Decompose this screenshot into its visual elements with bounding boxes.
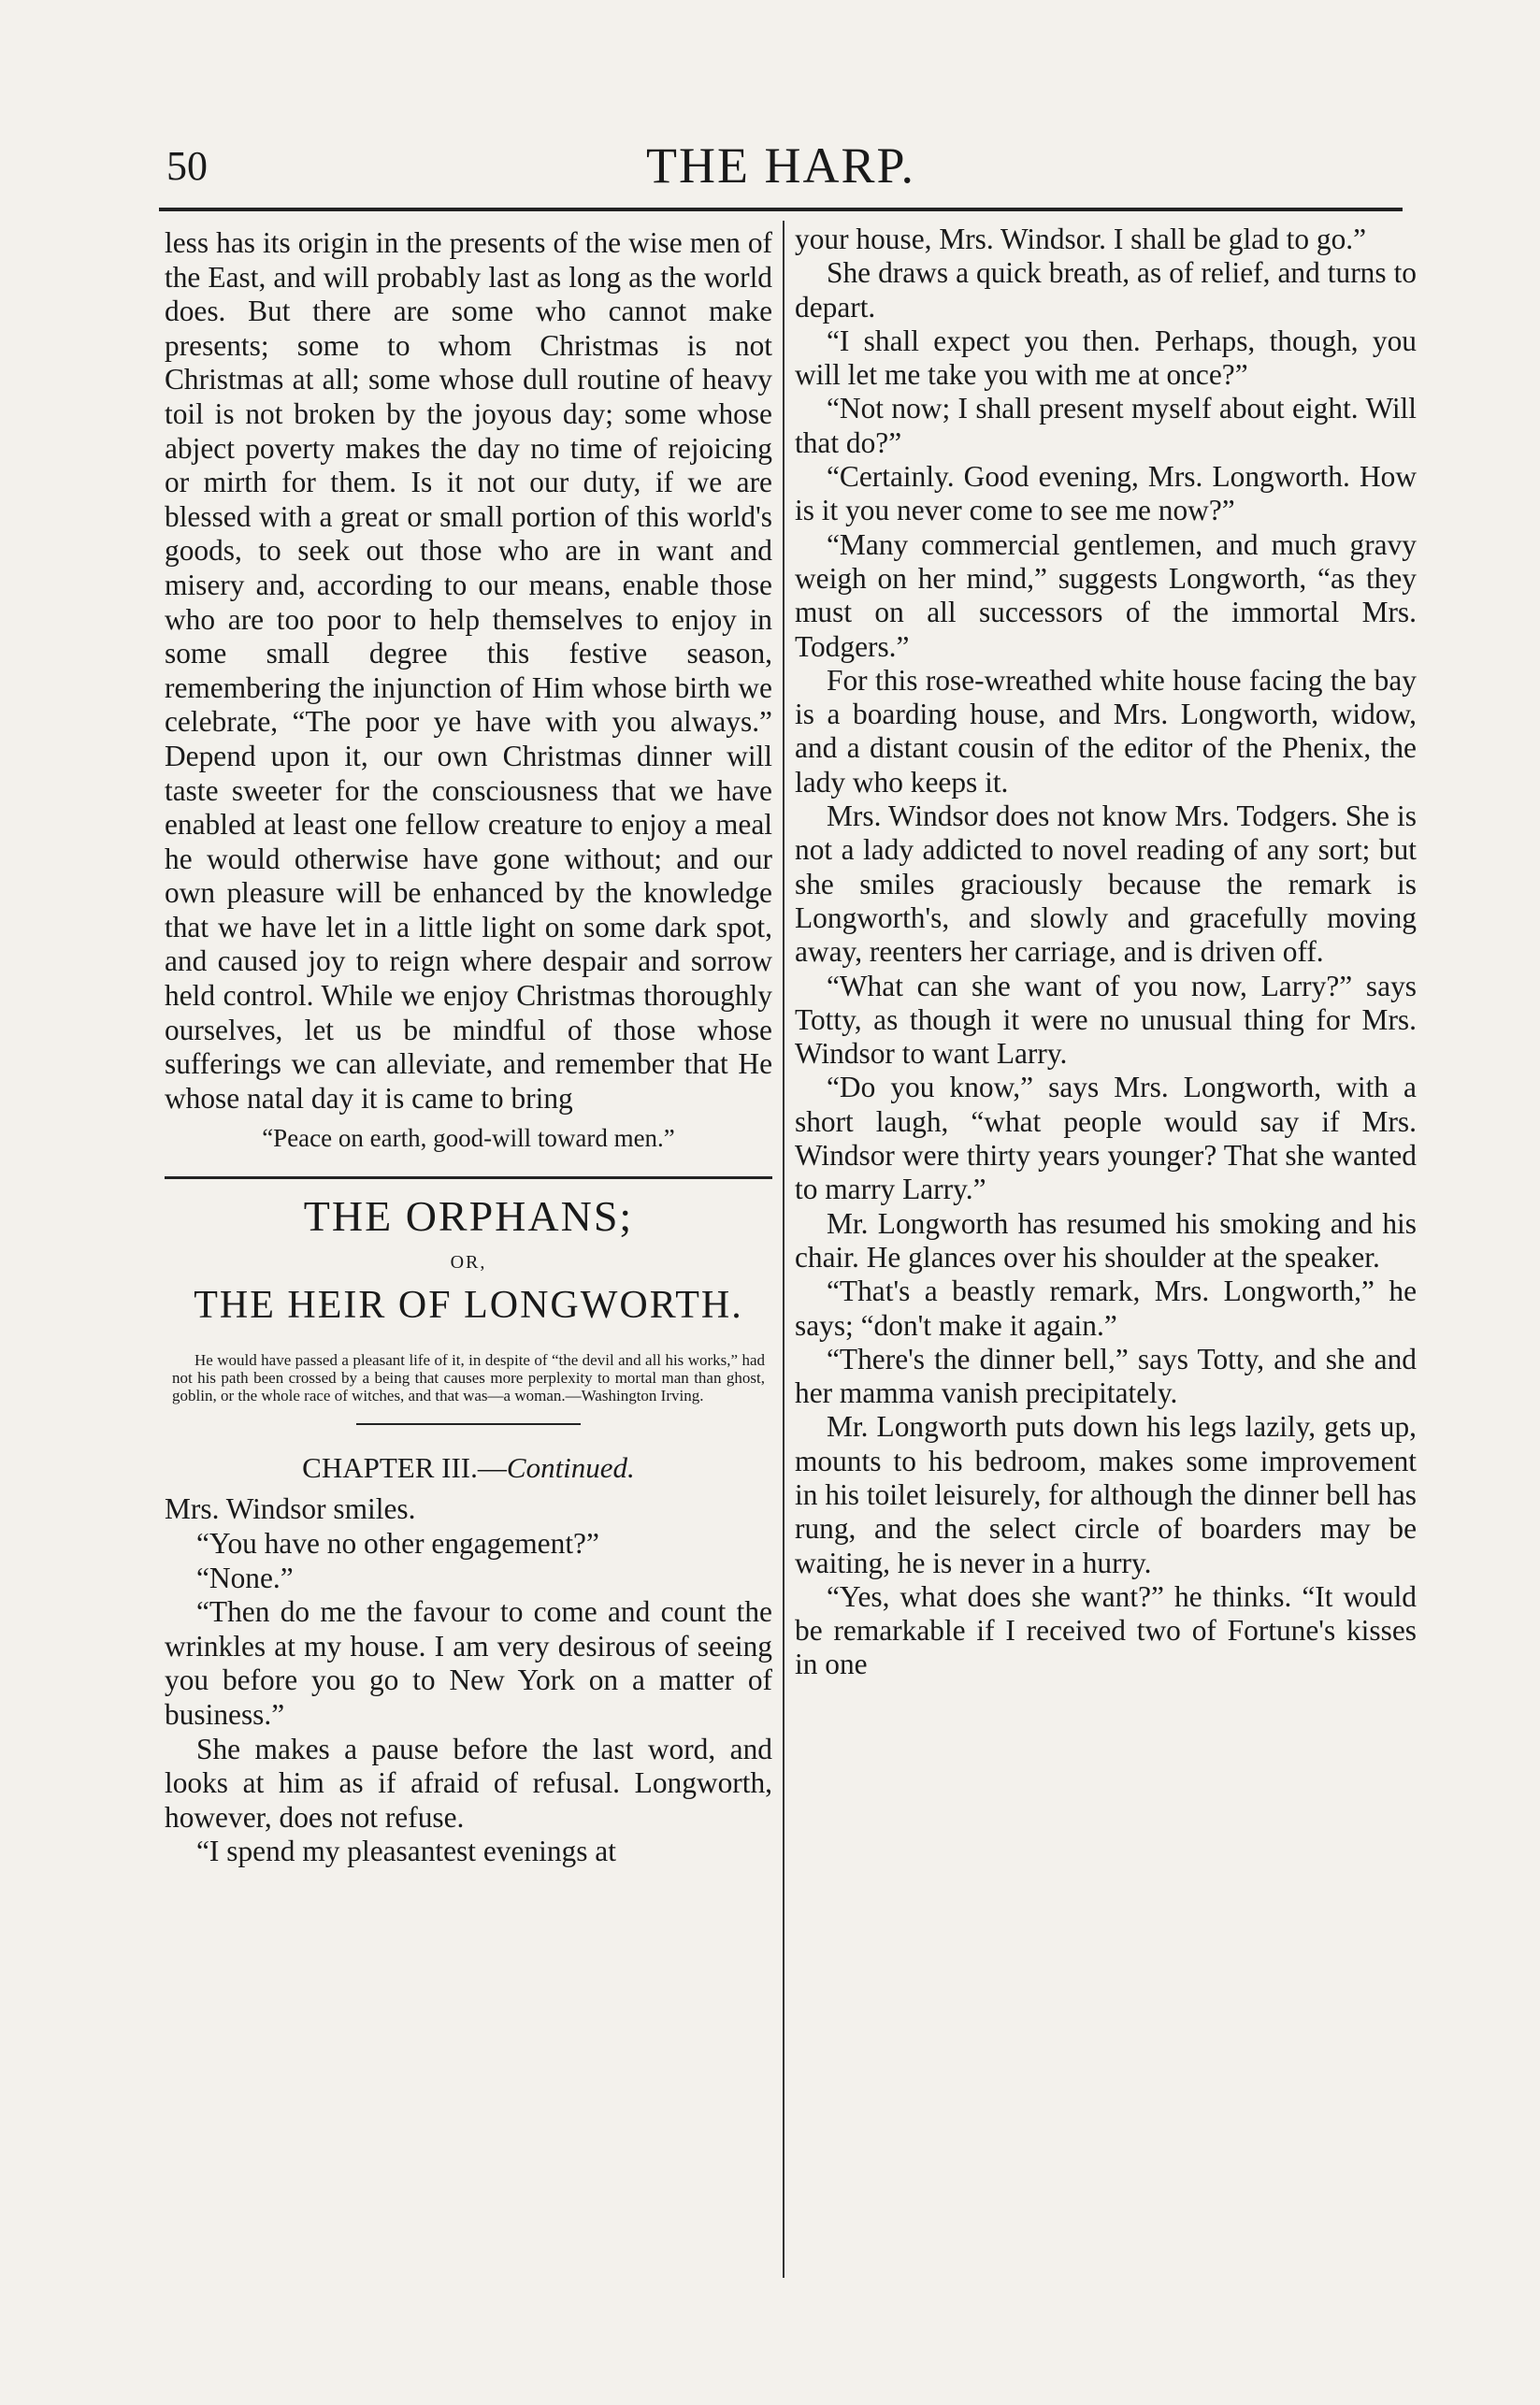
epigraph: He would have passed a pleasant life of it, in despite of “the devil and all his works,” had not his path been crossed by a being that causes more perplexity to mortal man than ghost, goblin, or the whole race of witches, and that was—a woman.—Washington Irving. — [172, 1350, 765, 1404]
header-rule — [159, 208, 1403, 211]
story-paragraph: Mr. Longworth has resumed his smoking and his chair. He glances over his shoulder at the speaker. — [795, 1206, 1417, 1274]
story-paragraph: “There's the dinner bell,” says Totty, and she and her mamma vanish precipitately. — [795, 1342, 1417, 1410]
story-paragraph: For this rose-wreathed white house facing the bay is a boarding house, and Mrs. Longworth, widow, and a distant cousin of the editor of the Phenix, the lady who keeps it. — [795, 663, 1417, 799]
page-number: 50 — [166, 143, 208, 189]
left-column — [165, 226, 772, 1869]
story-paragraph: your house, Mrs. Windsor. I shall be glad to go.” — [795, 223, 1367, 255]
story-paragraph: “You have no other engagement?” — [196, 1527, 599, 1560]
story-paragraph: “Certainly. Good evening, Mrs. Longworth. How is it you never come to see me now?” — [795, 460, 1417, 527]
story-paragraph: “That's a beastly remark, Mrs. Longworth,” he says; “don't make it again.” — [795, 1275, 1417, 1342]
story-paragraph: Mrs. Windsor does not know Mrs. Todgers. She is not a lady addicted to novel reading of any sort; but she smiles graciously because the remark is Longworth's, and slowly and gracefully moving away, reenters her carriage, and is driven off. — [795, 799, 1417, 969]
story-paragraph: She draws a quick breath, as of relief, and turns to depart. — [795, 256, 1417, 324]
chapter-continued: Continued. — [506, 1450, 635, 1484]
story-paragraph: She makes a pause before the last word, and looks at him as if afraid of refusal. Longworth, however, does not refuse. — [165, 1732, 772, 1834]
epigraph-rule — [356, 1423, 581, 1425]
page-header — [159, 131, 1403, 206]
christmas-article-text: less has its origin in the presents of the wise men of the East, and will probably last as long as the world does. But there are some who cannot make presents; some to whom Christmas is not Christmas at all; some whose dull routine of heavy toil is not broken by the joyous day; some whose abject poverty makes the day no time of rejoicing or mirth for them. Is it not our duty, if we are blessed with a great or small portion of this world's goods, to seek out those who are in want and misery and, according to our means, enable those who are too poor to help themselves to enjoy in some small degree this festive season, remembering the injunction of Him whose birth we celebrate, “The poor ye have with you always.” Depend upon it, our own Christmas dinner will taste sweeter for the consciousness that we have enabled at least one fellow creature to enjoy a meal he would otherwise have gone without; and our own pleasure will be enhanced by the knowledge that we have let in a little light on some dark spot, and caused joy to reign where despair and sorrow held control. While we enjoy Christmas thoroughly ourselves, let us be mindful of those whose sufferings we can alleviate, and remember that He whose natal day it is came to bring — [165, 226, 772, 1115]
story-paragraph: “Many commercial gentlemen, and much gravy weigh on her mind,” suggests Longworth, “as they must on all successors of the immortal Mrs. Todgers.” — [795, 527, 1417, 663]
column-divider — [783, 221, 784, 2278]
story-paragraph: “I spend my pleasantest evenings at — [196, 1835, 616, 1868]
story-paragraph: “What can she want of you now, Larry?” says Totty, as though it were no unusual thing for Mrs. Windsor to want Larry. — [795, 969, 1417, 1071]
section-rule — [165, 1176, 772, 1179]
story-paragraph: “Then do me the favour to come and count the wrinkles at my house. I am very desirous of seeing you before you go to New York on a matter of business.” — [165, 1595, 772, 1731]
closing-quote: “Peace on earth, good-will toward men.” — [262, 1124, 675, 1153]
story-paragraph: “I shall expect you then. Perhaps, though, you will let me take you with me at once?” — [795, 324, 1417, 392]
publication-title: THE HARP. — [645, 137, 916, 194]
story-or: OR, — [450, 1251, 487, 1273]
story-title: THE ORPHANS; — [303, 1192, 634, 1241]
story-subtitle: THE HEIR OF LONGWORTH. — [194, 1284, 743, 1328]
chapter-heading — [165, 1451, 772, 1486]
story-paragraph: “Do you know,” says Mrs. Longworth, with a short laugh, “what people would say if Mrs. Windsor were thirty years younger? That she wanted to marry Larry.” — [795, 1071, 1417, 1206]
chapter-number: CHAPTER III.— — [302, 1450, 507, 1484]
story-paragraph: Mrs. Windsor smiles. — [165, 1492, 416, 1526]
story-paragraph: Mr. Longworth puts down his legs lazily, gets up, mounts to his bedroom, makes some improvement in his toilet leisurely, for although the dinner bell has rung, and the select circle of boarders may be waiting, he is never in a hurry. — [795, 1410, 1417, 1579]
story-paragraph: “Yes, what does she want?” he thinks. “It would be remarkable if I received two of Fortune's kisses in one — [795, 1579, 1417, 1681]
story-paragraph: “Not now; I shall present myself about eight. Will that do?” — [795, 392, 1417, 459]
story-paragraph: “None.” — [196, 1561, 294, 1594]
right-column — [795, 223, 1417, 1682]
